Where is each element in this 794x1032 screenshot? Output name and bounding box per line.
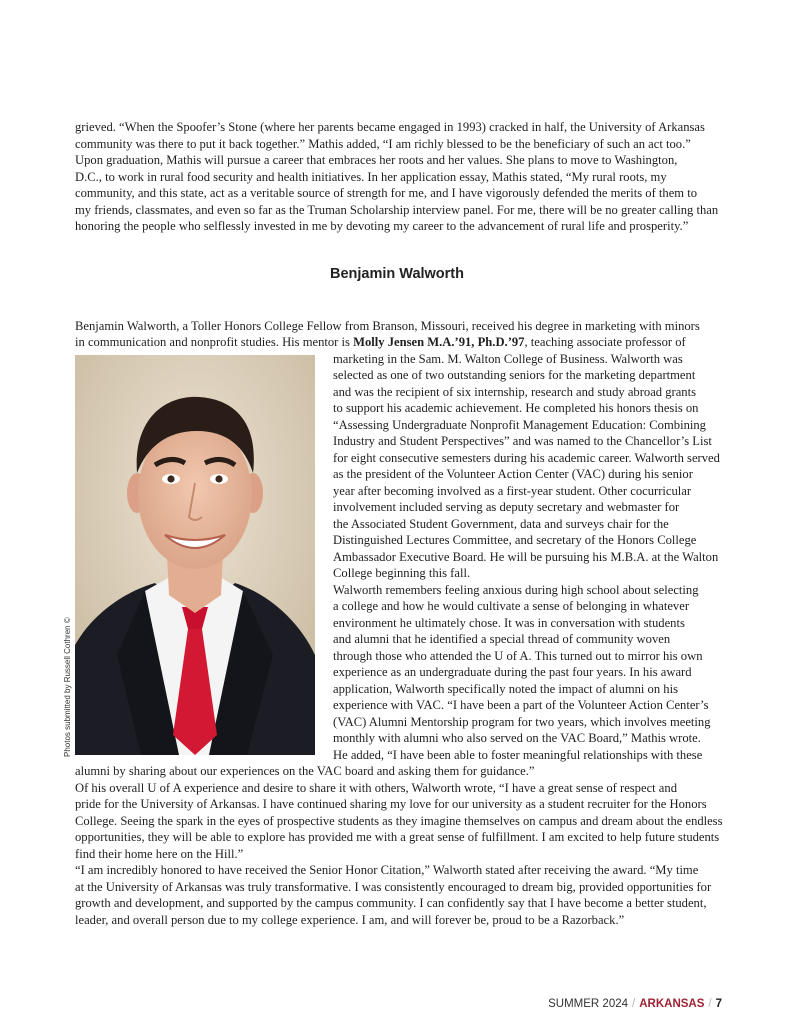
section-heading: Benjamin Walworth — [330, 266, 464, 282]
body-line: experience as an undergraduate during the past four years. In his award — [333, 665, 692, 679]
body-line: marketing in the Sam. M. Walton College of Business. Walworth was — [333, 352, 683, 366]
body-line: College beginning this fall. — [333, 566, 471, 580]
body-line: monthly with alumni who also served on the VAC Board,” Mathis wrote. — [333, 731, 701, 745]
mentor-title: , teaching associate professor of — [524, 335, 686, 349]
mentor-line — [75, 334, 686, 351]
body-line: and was the recipient of six internship, research and study abroad grants — [333, 385, 697, 399]
body-line: find their home here on the Hill.” — [75, 847, 244, 861]
body-line: pride for the University of Arkansas. I have continued sharing my love for our university as a student recruiter for the Honors — [75, 797, 707, 811]
body-line: involvement included serving as deputy secretary and webmaster for — [333, 500, 680, 514]
footer-separator: / — [632, 998, 636, 1010]
body-line: experience with VAC. “I have been a part of the Volunteer Action Center’s — [333, 698, 709, 712]
issue-label: SUMMER 2024 — [548, 998, 629, 1010]
body-line: as the president of the Volunteer Action Center (VAC) during his senior — [333, 467, 693, 481]
body-line: Walworth remembers feeling anxious during high school about selecting — [333, 583, 699, 597]
page-footer — [548, 998, 722, 1010]
body-line: Of his overall U of A experience and desire to share it with others, Walworth wrote, “I have a great sense of respect and — [75, 781, 677, 795]
body-line: (VAC) Alumni Mentorship program for two years, which involves meeting — [333, 715, 711, 729]
body-line: selected as one of two outstanding seniors for the marketing department — [333, 368, 696, 382]
body-line: for eight consecutive semesters during his academic career. Walworth served — [333, 451, 720, 465]
body-line: through those who attended the U of A. This turned out to mirror his own — [333, 649, 703, 663]
body-line: growth and development, and supported by the campus community. I can confidently say that I have become a better student, — [75, 896, 707, 910]
photo-credit: Photos submitted by Russell Cothren © — [63, 617, 72, 757]
body-line: Ambassador Executive Board. He will be pursuing his M.B.A. at the Walton — [333, 550, 719, 564]
mentor-name: Molly Jensen M.A.’91, Ph.D.’97 — [353, 335, 525, 349]
body-line: environment he ultimately chose. It was in conversation with students — [333, 616, 685, 630]
portrait-photo — [75, 355, 315, 755]
body-line: D.C., to work in rural food security and health initiatives. In her application essay, Mathis stated, “My rural roots, my — [75, 170, 667, 184]
magazine-brand: ARKANSAS — [639, 998, 705, 1010]
body-line: Upon graduation, Mathis will pursue a career that embraces her roots and her values. She plans to move to Washington, — [75, 153, 678, 167]
body-line: “I am incredibly honored to have received the Senior Honor Citation,” Walworth stated after receiving the award. “My time — [75, 863, 699, 877]
body-line: honoring the people who selflessly invested in me by devoting my career to the advancement of rural life and prosperity.” — [75, 219, 689, 233]
body-line: College. Seeing the spark in the eyes of prospective students as they imagine themselves on campus and dream about the endless — [75, 814, 723, 828]
body-line: He added, “I have been able to foster meaningful relationships with these — [333, 748, 703, 762]
body-line: the Associated Student Government, data and surveys chair for the — [333, 517, 669, 531]
body-line: leader, and overall person due to my college experience. I am, and will forever be, proud to be a Razorback.” — [75, 913, 625, 927]
mentor-text: in communication and nonprofit studies. His mentor is — [75, 335, 354, 349]
body-line: Benjamin Walworth, a Toller Honors College Fellow from Branson, Missouri, received his degree in marketing with minors — [75, 319, 700, 333]
body-line: alumni by sharing about our experiences on the VAC board and asking them for guidance.” — [75, 764, 535, 778]
body-line: to support his academic achievement. He completed his honors thesis on — [333, 401, 699, 415]
body-line: and alumni that he identified a special thread of community woven — [333, 632, 671, 646]
body-line: year after becoming involved as a first-year student. Other cocurricular — [333, 484, 692, 498]
footer-separator: / — [708, 998, 712, 1010]
body-line: application, Walworth specifically noted the impact of alumni on his — [333, 682, 678, 696]
body-line: grieved. “When the Spoofer’s Stone (where her parents became engaged in 1993) cracked in half, the University of Arkansas — [75, 120, 705, 134]
body-line: community was there to put it back together.” Mathis added, “I am richly blessed to be the beneficiary of such an act too.” — [75, 137, 691, 151]
body-line: a college and how he would cultivate a sense of belonging in whatever — [333, 599, 690, 613]
body-line: Distinguished Lectures Committee, and secretary of the Honors College — [333, 533, 697, 547]
body-line: community, and this state, act as a veritable source of strength for me, and I have vigorously defended the merits of them to — [75, 186, 698, 200]
page-number: 7 — [715, 998, 722, 1010]
body-line: at the University of Arkansas was truly transformative. I was consistently encouraged to dream big, provided opportunities for — [75, 880, 712, 894]
body-line: “Assessing Undergraduate Nonprofit Management Education: Combining — [333, 418, 706, 432]
body-line: my friends, classmates, and even so far as the Truman Scholarship interview panel. For me, there will be no greater calling than — [75, 203, 719, 217]
body-line: opportunities, they will be able to explore has provided me with a great sense of fulfillment. I am excited to help future students — [75, 830, 720, 844]
body-line: Industry and Student Perspectives” and was named to the Chancellor’s List — [333, 434, 712, 448]
